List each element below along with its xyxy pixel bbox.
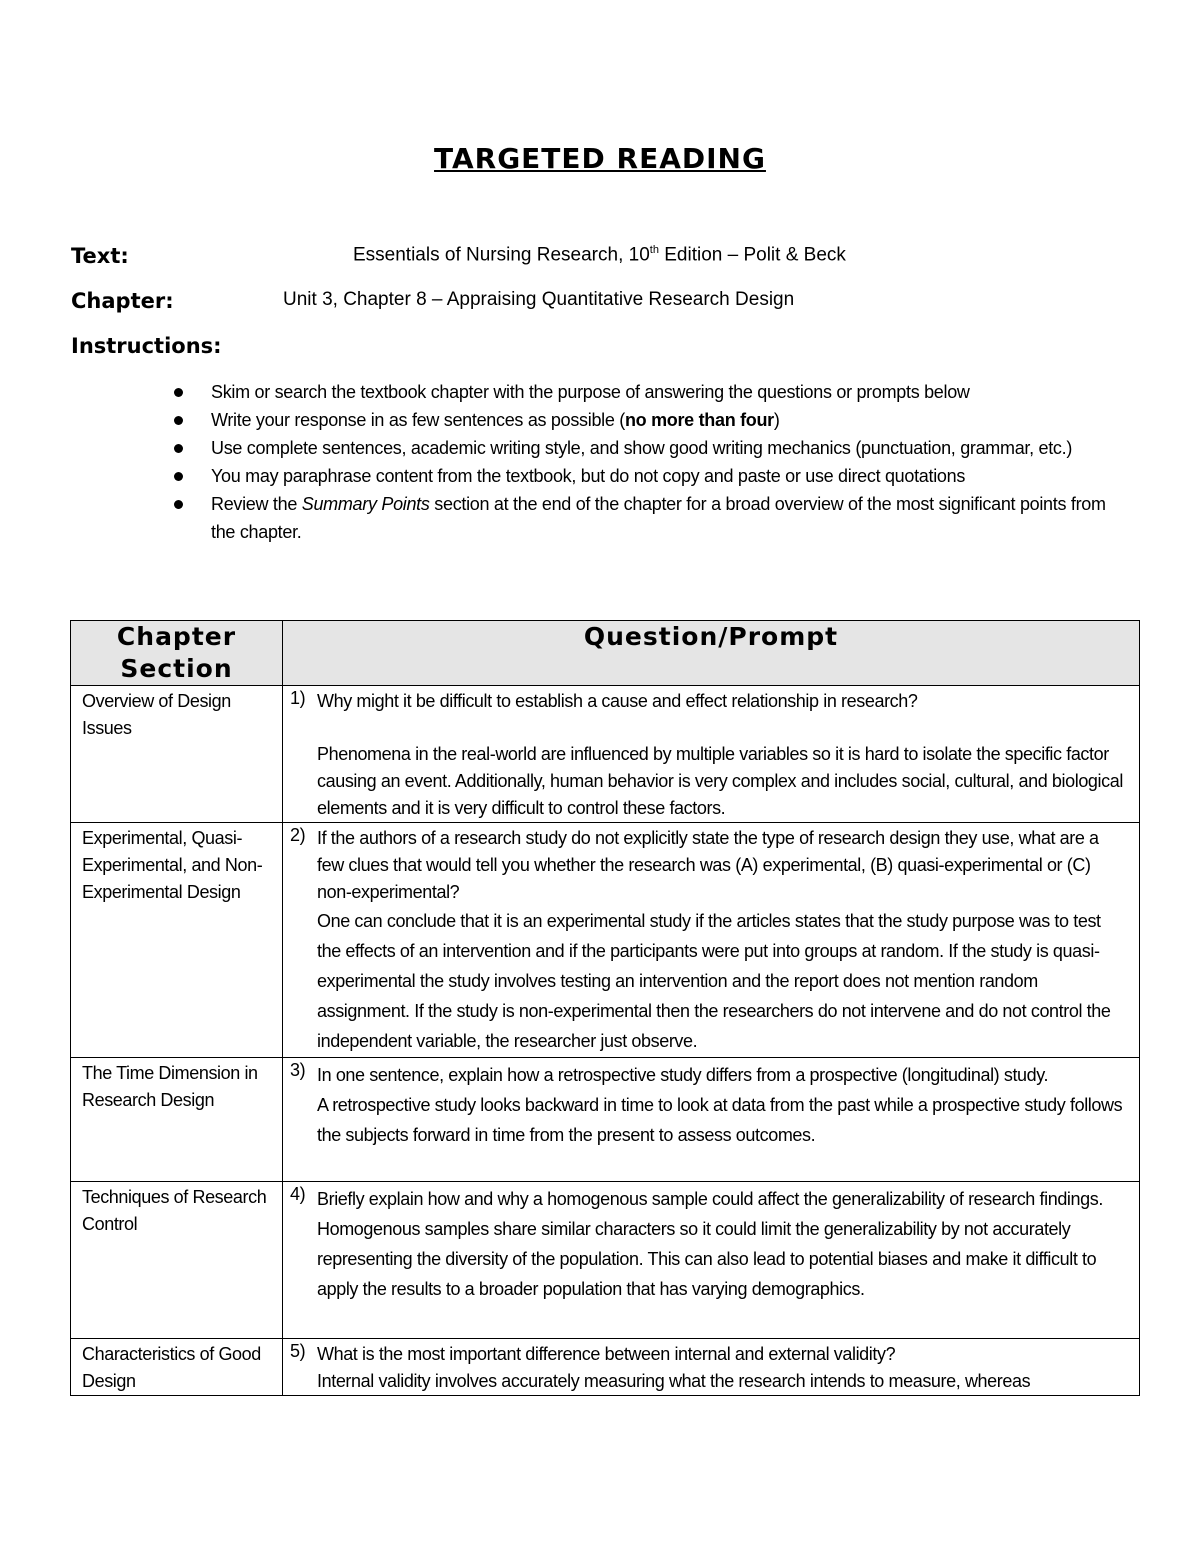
answer-text: Phenomena in the real-world are influenced by multiple variables so it is hard to isolate the specific factor causing an event. Additionally, human behavior is very complex and includes social, cultural, and biological elements and it is very difficult to control these factors. (317, 744, 1123, 818)
instruction-text-end: section at the end of the chapter for a broad overview of the most significant points from the chapter. (211, 494, 1106, 542)
section-text: Techniques of Research Control (82, 1187, 267, 1234)
prompt-cell (283, 1182, 1140, 1339)
section-cell (71, 686, 283, 823)
bullet-icon (174, 416, 183, 425)
reading-table (70, 620, 1140, 1396)
table-row (71, 823, 1140, 1058)
answer-text: Homogenous samples share similar characters so it could limit the generalizability by not accurately representing the diversity of the population. This can also lead to potential biases and make it difficult to apply the results to a broader population that has varying demographics. (317, 1219, 1097, 1299)
question-number: 3) (290, 1060, 306, 1080)
question-number: 4) (290, 1184, 306, 1204)
question-text: If the authors of a research study do not explicitly state the type of research design they use, what are a few clues that would tell you whether the research was (A) experimental, (B) quasi-experimental or (C) non-experimental? (317, 828, 1099, 902)
question-text: Briefly explain how and why a homogenous sample could affect the generalizability of research findings. (317, 1189, 1103, 1209)
table-header-row (71, 621, 1140, 686)
table-row (71, 1058, 1140, 1182)
instruction-text: Use complete sentences, academic writing style, and show good writing mechanics (punctuation, grammar, etc.) (211, 438, 1073, 458)
instruction-emphasis: Summary Points (301, 494, 430, 514)
text-value-rest: Edition – Polit & Beck (658, 244, 846, 266)
section-cell (71, 1182, 283, 1339)
answer-text: Internal validity involves accurately measuring what the research intends to measure, whereas (317, 1371, 1031, 1391)
table-row (71, 1182, 1140, 1339)
instruction-item (171, 378, 1131, 406)
bullet-icon (174, 472, 183, 481)
instruction-bold: no more than four (624, 410, 774, 430)
section-text: Overview of Design Issues (82, 691, 231, 738)
instruction-text: Review the (211, 494, 302, 514)
question-text: In one sentence, explain how a retrospective study differs from a prospective (longitudinal) study. (317, 1065, 1049, 1085)
page-title: TARGETED READING (434, 142, 766, 175)
section-cell (71, 1339, 283, 1396)
prompt-cell (283, 823, 1140, 1058)
bullet-icon (174, 444, 183, 453)
prompt-cell (283, 686, 1140, 823)
prompt-cell (283, 1339, 1140, 1396)
section-cell (71, 823, 283, 1058)
section-text: The Time Dimension in Research Design (82, 1063, 258, 1110)
section-cell (71, 1058, 283, 1182)
section-text: Experimental, Quasi-Experimental, and Non-Experimental Design (82, 828, 263, 902)
instruction-text-end: ) (773, 410, 780, 430)
instruction-text: You may paraphrase content from the textbook, but do not copy and paste or use direct quotations (211, 466, 966, 486)
question-text: Why might it be difficult to establish a cause and effect relationship in research? (317, 691, 918, 711)
bullet-icon (174, 388, 183, 397)
text-label: Text: (71, 244, 129, 268)
question-number: 1) (290, 688, 306, 708)
text-value-main: Essentials of Nursing Research, 10 (353, 244, 650, 266)
table-row (71, 686, 1140, 823)
instruction-text: Write your response in as few sentences as possible ( (211, 410, 625, 430)
text-value-sup: th (649, 244, 659, 256)
prompt-cell (283, 1058, 1140, 1182)
table-row (71, 1339, 1140, 1396)
instruction-item (171, 462, 1131, 490)
header-question-prompt: Question/Prompt (283, 621, 1140, 686)
chapter-value: Unit 3, Chapter 8 – Appraising Quantitative Research Design (283, 289, 795, 310)
question-text: What is the most important difference between internal and external validity? (317, 1344, 896, 1364)
instruction-text: Skim or search the textbook chapter with the purpose of answering the questions or prompts below (211, 382, 970, 402)
instruction-item (171, 490, 1131, 546)
section-text: Characteristics of Good Design (82, 1344, 261, 1391)
header-chapter-section: Chapter Section (71, 621, 283, 686)
instruction-item (171, 406, 1131, 434)
answer-text: One can conclude that it is an experimental study if the articles states that the study purpose was to test the effects of an intervention and if the participants were put into groups at random. If the study is quasi-experimental the study involves testing an intervention and the report does not mention random assignment. If the study is non-experimental then the researchers do not intervene and do not control the independent variable, the researcher just observe. (317, 911, 1111, 1051)
instructions-label: Instructions: (71, 334, 222, 358)
question-number: 2) (290, 825, 306, 845)
bullet-icon (174, 500, 183, 509)
answer-text: A retrospective study looks backward in time to look at data from the past while a prospective study follows the subjects forward in time from the present to assess outcomes. (317, 1095, 1123, 1145)
instruction-item (171, 434, 1131, 462)
chapter-label: Chapter: (71, 289, 174, 313)
question-number: 5) (290, 1341, 306, 1361)
instructions-list (171, 378, 1131, 546)
text-value (353, 244, 846, 266)
